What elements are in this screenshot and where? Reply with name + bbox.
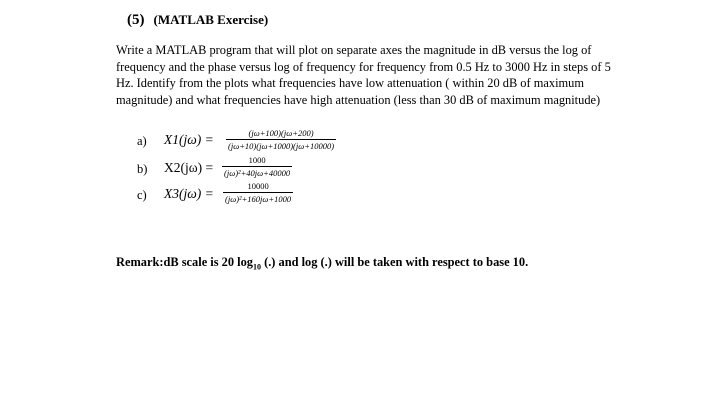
fraction-numerator: 10000	[247, 181, 269, 191]
equation-lhs: X1(jω) =	[164, 132, 214, 147]
transfer-function-fraction	[226, 128, 336, 151]
fraction-denominator: (jω+10)(jω+1000)(jω+10000)	[228, 141, 335, 151]
paragraph-line: Write a MATLAB program that will plot on separate axes the magnitude in dB versus the log of	[116, 43, 592, 57]
equation-lhs: X2(jω) =	[164, 160, 214, 175]
paragraph-line: magnitude) and what frequencies have high attenuation (less than 30 dB of maximum magnitude)	[116, 92, 601, 107]
remark-note	[116, 255, 528, 271]
transfer-function-fraction	[222, 155, 292, 178]
fraction-numerator: (jω+100)(jω+200)	[248, 128, 314, 138]
equation-lhs: X3(jω) =	[164, 186, 214, 201]
remark-suffix: (.) and log (.) will be taken with respect to base 10.	[260, 255, 529, 269]
exercise-title: (MATLAB Exercise)	[153, 12, 269, 27]
exercise-heading	[127, 11, 268, 29]
remark-log-base: 10	[252, 262, 261, 272]
paragraph-line: Hz. Identify from the plots what frequencies have low attenuation ( within 20 dB of maximum	[116, 76, 584, 91]
paragraph-line: frequency and the phase versus log of frequency for frequency from 0.5 Hz to 3000 Hz in steps of 5	[116, 59, 611, 74]
transfer-function-fraction	[223, 181, 293, 204]
fraction-denominator: (jω)²+40jω+40000	[224, 168, 291, 178]
equation-letter: a)	[137, 134, 147, 148]
fraction-numerator: 1000	[248, 155, 266, 165]
exercise-number: (5)	[127, 12, 145, 28]
instructions-paragraph	[116, 42, 662, 108]
fraction-denominator: (jω)²+160jω+1000	[225, 194, 292, 204]
remark-prefix: Remark:dB scale is 20 log	[116, 255, 253, 269]
equation-letter: c)	[137, 188, 147, 202]
equation-letter: b)	[137, 162, 148, 176]
